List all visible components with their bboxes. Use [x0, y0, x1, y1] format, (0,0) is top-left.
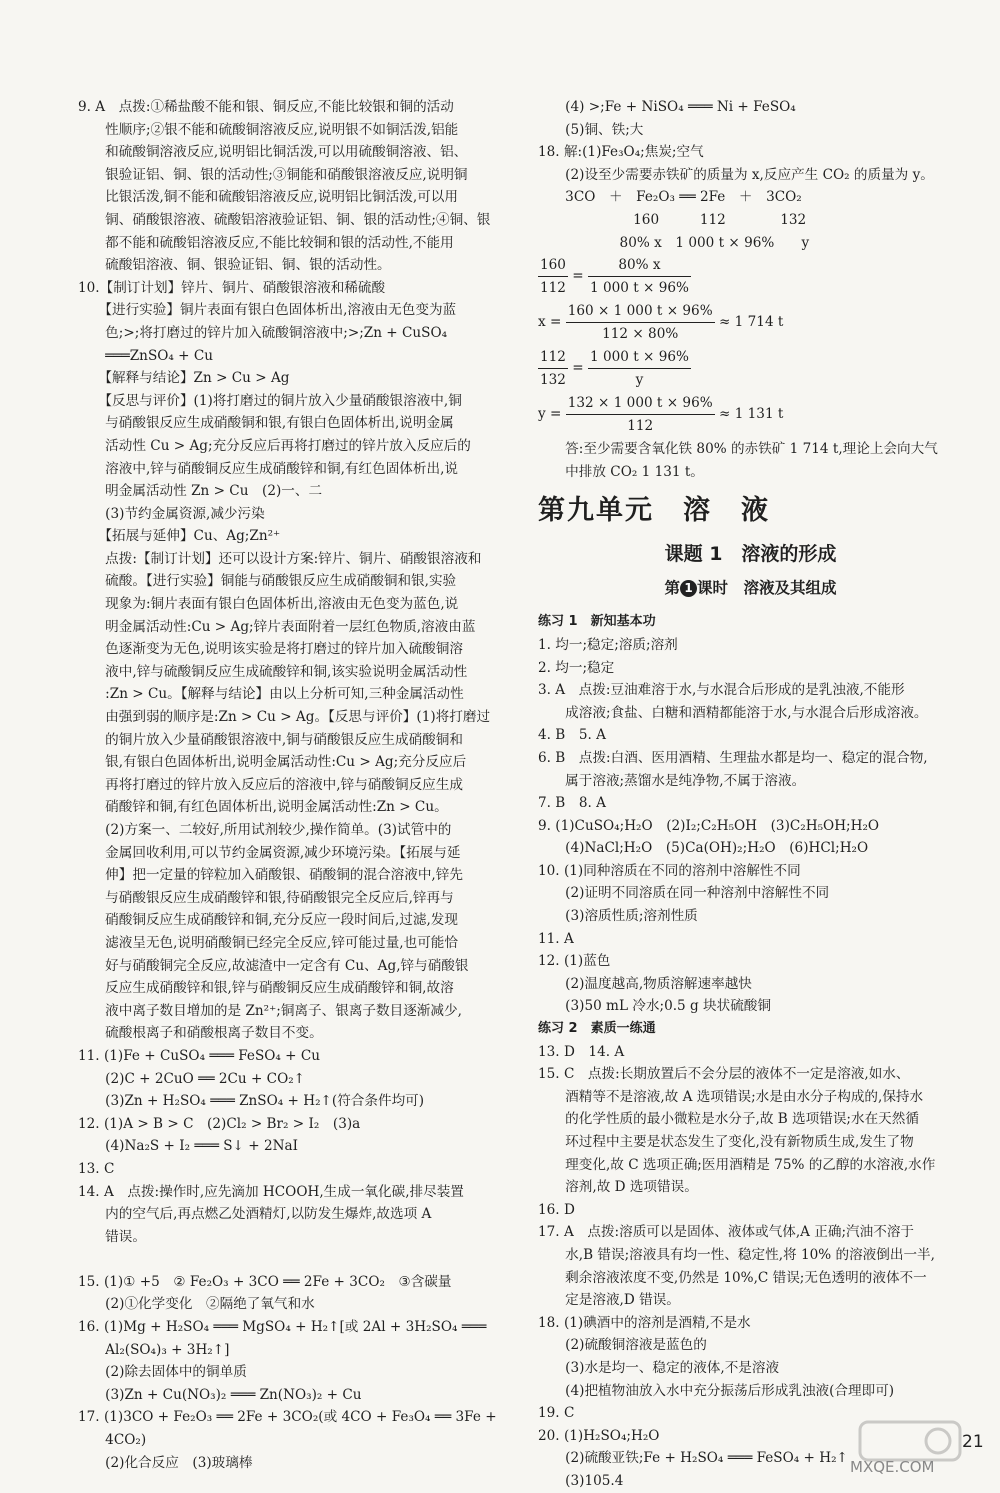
text-line: 溶液中,锌与硝酸铜反应生成硝酸锌和铜,有红色固体析出,说 — [78, 460, 458, 477]
text-line: 伸】把一定量的锌粒加入硝酸银、硝酸铜的混合溶液中,锌先 — [78, 867, 463, 884]
text-line: 的铜片放入少量硝酸银溶液中,铜与硝酸银反应生成硝酸铜和 — [78, 731, 463, 748]
fraction-bar — [566, 322, 715, 323]
text-line: 活动性 Cu > Ag;充分反应后再将打磨过的锌片放入反应后的 — [78, 437, 471, 454]
text-line: 16. (1)Mg + H₂SO₄ ═══ MgSO₄ + H₂↑[或 2Al + 3H₂SO₄ ═══ — [78, 1319, 487, 1336]
left-column — [78, 96, 503, 1474]
text-line: 属于溶液;蒸馏水是纯净物,不属于溶液。 — [538, 772, 806, 789]
text-line: 内的空气后,再点燃乙处酒精灯,以防发生爆炸,故选项 A — [78, 1206, 432, 1223]
text-line: 银,有银白色固体析出,说明金属活动性:Cu > Ag;充分反应后 — [78, 754, 467, 771]
text-line: (2)除去固体中的铜单质 — [78, 1364, 247, 1381]
text-line: 硫酸。【进行实验】铜能与硝酸银反应生成硝酸铜和银,实验 — [78, 573, 457, 590]
text-line: 液中,锌与硫酸铜反应生成硫酸锌和铜,该实验说明金属活动性 — [78, 663, 468, 680]
text-line: 溶剂,故 D 选项错误。 — [538, 1179, 698, 1196]
fraction-part: 112 — [627, 418, 654, 435]
text-line: 3CO ＋ Fe₂O₃ ══ 2Fe ＋ 3CO₂ — [538, 189, 802, 206]
text-line: 硫酸根离子和硝酸根离子数目不变。 — [78, 1025, 323, 1042]
text-line: (2)温度越高,物质溶解速率越快 — [538, 975, 752, 992]
text-line: 银验证铝、铜、银的活动性;③铜能和硝酸银溶液反应,说明铜 — [78, 166, 468, 183]
text-line: 硫酸铝溶液、铜、银验证铝、铜、银的活动性。 — [78, 257, 391, 274]
text-line: 色逐渐变为无色,说明该实验是将打磨过的锌片加入硫酸铜溶 — [78, 641, 463, 658]
text-line: (3)水是均一、稳定的液体,不是溶液 — [538, 1359, 780, 1376]
text-line: 和硫酸铜溶液反应,说明铝比铜活泼,可以用硫酸铜溶液、铝、 — [78, 144, 468, 161]
text-line: 【解释与结论】Zn > Cu > Ag — [78, 370, 290, 387]
fraction-equation — [538, 300, 963, 346]
text-line: 环过程中主要是状态发生了变化,没有新物质生成,发生了物 — [538, 1134, 914, 1150]
period-prefix: 第 — [664, 579, 680, 598]
text-line: 明金属活动性 Zn > Cu (2)一、二 — [78, 483, 323, 500]
fraction-part: 112 × 80% — [602, 326, 679, 343]
text-line: 13. C — [78, 1160, 115, 1177]
text-line: 再将打磨过的锌片放入反应后的溶液中,锌与硝酸铜反应生成 — [78, 776, 463, 793]
text-line: 15. C 点拨:长期放置后不会分层的液体不一定是溶液,如水、 — [538, 1066, 910, 1083]
text-line: (4)Na₂S + I₂ ═══ S↓ + 2NaI — [78, 1138, 299, 1155]
text-line: 18. 解:(1)Fe₃O₄;焦炭;空气 — [538, 144, 704, 161]
text-line: 的化学性质的最小微粒是水分子,故 B 选项错误;水在天然循 — [538, 1111, 919, 1128]
text-line: 滤液呈无色,说明硝酸铜已经完全反应,锌可能过量,也可能恰 — [78, 934, 458, 951]
text-line: 剩余溶液浓度不变,仍然是 10%,C 错误;无色透明的液体不一 — [538, 1269, 927, 1286]
text-line: 18. (1)碘酒中的溶剂是酒精,不是水 — [538, 1314, 751, 1331]
text-line: 点拨:【制订计划】还可以设计方案:锌片、铜片、硝酸银溶液和 — [78, 550, 482, 567]
text-line: (3)溶质性质;溶剂性质 — [538, 908, 698, 925]
text-line: 色;>;将打磨过的锌片加入硫酸铜溶液中;>;Zn + CuSO₄ — [78, 324, 448, 341]
fraction-part: 132 × 1 000 t × 96% — [567, 395, 713, 412]
text-line: 硝酸锌和铜,有红色固体析出,说明金属活动性:Zn > Cu。 — [78, 799, 448, 816]
fraction-part: ≈ 1 714 t — [714, 314, 784, 331]
text-line: 理变化,故 C 选项正确;医用酒精是 75% 的乙醇的水溶液,水作 — [538, 1156, 936, 1173]
watermark-text: MXQE.COM — [850, 1458, 935, 1476]
text-line — [78, 1248, 503, 1271]
text-line: (4)把植物油放入水中充分振荡后形成乳浊液(合理即可) — [538, 1382, 895, 1399]
text-line: 1. 均一;稳定;溶质;溶剂 — [538, 636, 678, 653]
text-line: (3)Zn + H₂SO₄ ═══ ZnSO₄ + H₂↑(符合条件均可) — [78, 1093, 425, 1110]
fraction-bar — [538, 368, 568, 369]
text-line: 4CO₂) — [78, 1432, 147, 1449]
text-line: 7. B 8. A — [538, 795, 606, 812]
calculation-block — [538, 254, 963, 438]
text-line: 10.【制订计划】锌片、铜片、硝酸银溶液和稀硫酸 — [78, 279, 386, 296]
text-line: 金属回收利用,可以节约金属资源,减少环境污染。【拓展与延 — [78, 844, 461, 861]
text-line: 酒精等不是溶液,故 A 选项错误;水是由水分子构成的,保持水 — [538, 1088, 924, 1105]
text-line: 160 112 132 — [538, 211, 807, 228]
text-line: 16. D — [538, 1201, 575, 1218]
period-suffix: 课时 溶液及其组成 — [697, 579, 837, 598]
text-line: 铜、硝酸银溶液、硫酸铝溶液验证铝、铜、银的活动性;④铜、银 — [78, 211, 491, 228]
text-line: 【反思与评价】(1)将打磨过的铜片放入少量硝酸银溶液中,铜 — [78, 392, 462, 409]
text-line: (2)化合反应 (3)玻璃棒 — [78, 1454, 253, 1471]
page-number: 21 — [962, 1432, 984, 1452]
text-line: 硝酸铜反应生成硝酸锌和铜,充分反应一段时间后,过滤,发现 — [78, 912, 458, 929]
text-line: 现象为:铜片表面有银白色固体析出,溶液由无色变为蓝色,说 — [78, 596, 459, 613]
text-line: (3)节约金属资源,减少污染 — [78, 505, 265, 522]
text-line: 9. (1)CuSO₄;H₂O (2)I₂;C₂H₅OH (3)C₂H₅OH;H₂O — [538, 817, 880, 834]
fraction-part: 80% x — [618, 257, 661, 274]
fraction-part: 1 000 t × 96% — [590, 280, 689, 297]
text-line: 13. D 14. A — [538, 1043, 625, 1060]
text-line: ═══ZnSO₄ + Cu — [78, 347, 214, 364]
text-line: 成溶液;食盐、白糖和酒精都能溶于水,与水混合后形成溶液。 — [538, 704, 928, 721]
text-line: 80% x 1 000 t × 96% y — [538, 234, 810, 251]
text-line: 【进行实验】铜片表面有银白色固体析出,溶液由无色变为蓝 — [78, 302, 457, 319]
text-line: (2)①化学变化 ②隔绝了氧气和水 — [78, 1296, 315, 1313]
text-line: 与硝酸银反应生成硝酸锌和银,待硝酸银完全反应后,锌再与 — [78, 889, 454, 906]
text-line: 液中离子数目增加的是 Zn²⁺;铜离子、银离子数目逐渐减少, — [78, 1002, 462, 1019]
text-line: 水,B 错误;溶液具有均一性、稳定性,将 10% 的溶液倒出一半, — [538, 1246, 935, 1263]
fraction-part: 112 — [540, 280, 566, 297]
text-line: (2)设至少需要赤铁矿的质量为 x,反应产生 CO₂ 的质量为 y。 — [538, 166, 934, 183]
text-line: 15. (1)① +5 ② Fe₂O₃ + 3CO ══ 2Fe + 3CO₂ ③含碳量 — [78, 1273, 452, 1290]
fraction-part: x = — [538, 314, 566, 331]
fraction-part: 160 — [540, 257, 566, 274]
fraction-equation — [538, 392, 963, 438]
fraction-part: y — [635, 372, 644, 389]
text-line: Al₂(SO₄)₃ + 3H₂↑] — [78, 1341, 230, 1358]
text-line: 与硝酸银反应生成硝酸铜和银,有银白色固体析出,说明金属 — [78, 415, 454, 432]
fraction-bar — [538, 276, 568, 277]
section-heading-1: 练习 1 新知基本功 — [538, 614, 656, 630]
text-line: (3)50 mL 冷水;0.5 g 块状硫酸铜 — [538, 998, 771, 1015]
right-column — [538, 96, 963, 1493]
unit-title: 第九单元 溶 液 — [538, 495, 770, 527]
fraction-bar — [588, 276, 691, 277]
text-line: 错误。 — [78, 1228, 146, 1245]
text-line: 17. (1)3CO + Fe₂O₃ ══ 2Fe + 3CO₂(或 4CO + Fe₃O₄ ══ 3Fe + — [78, 1409, 497, 1426]
fraction-part: 1 000 t × 96% — [590, 349, 689, 366]
text-line: 比银活泼,铜不能和硫酸铝溶液反应,说明铝比铜活泼,可以用 — [78, 189, 458, 206]
period-title — [538, 571, 963, 605]
text-line: (2)证明不同溶质在同一种溶剂中溶解性不同 — [538, 885, 830, 902]
text-line: 定是溶液,D 错误。 — [538, 1292, 680, 1309]
text-line: 20. (1)H₂SO₄;H₂O — [538, 1427, 660, 1444]
text-line: 答:至少需要含氧化铁 80% 的赤铁矿 1 714 t,理论上会向大气 — [538, 441, 938, 458]
answer-statement — [538, 438, 963, 483]
text-line: 反应生成硝酸锌和银,锌与硝酸铜反应生成硝酸锌和铜,故溶 — [78, 980, 454, 997]
text-line: 中排放 CO₂ 1 131 t。 — [538, 463, 704, 480]
text-line: 6. B 点拨:白酒、医用酒精、生理盐水都是均一、稳定的混合物, — [538, 749, 928, 766]
lesson-title: 课题 1 溶液的形成 — [664, 543, 837, 566]
text-line: 3. A 点拨:豆油难溶于水,与水混合后形成的是乳浊液,不能形 — [538, 682, 905, 699]
text-line: (4) >;Fe + NiSO₄ ═══ Ni + FeSO₄ — [538, 99, 796, 115]
fraction-part: ≈ 1 131 t — [714, 406, 784, 423]
text-line: 11. A — [538, 930, 574, 947]
text-line: (4)NaCl;H₂O (5)Ca(OH)₂;H₂O (6)HCl;H₂O — [538, 840, 869, 857]
text-line: 19. C — [538, 1405, 575, 1422]
fraction-bar — [588, 368, 691, 369]
text-line: (3)105.4 — [538, 1472, 624, 1489]
fraction-part: = — [567, 360, 588, 377]
text-line: 12. (1)A > B > C (2)Cl₂ > Br₂ > I₂ (3)a — [78, 1115, 361, 1132]
fraction-part: 112 — [540, 349, 566, 366]
text-line: 由强到弱的顺序是:Zn > Cu > Ag。【反思与评价】(1)将打磨过 — [78, 709, 491, 726]
text-line: (2)C + 2CuO ══ 2Cu + CO₂↑ — [78, 1070, 306, 1087]
text-line: 2. 均一;稳定 — [538, 659, 615, 676]
text-line: 11. (1)Fe + CuSO₄ ═══ FeSO₄ + Cu — [78, 1047, 321, 1064]
text-line: 【拓展与延伸】Cu、Ag;Zn²⁺ — [78, 528, 281, 545]
text-line: 4. B 5. A — [538, 727, 606, 744]
fraction-bar — [566, 414, 715, 415]
text-line: (3)Zn + Cu(NO₃)₂ ═══ Zn(NO₃)₂ + Cu — [78, 1386, 362, 1403]
text-line: 12. (1)蓝色 — [538, 953, 611, 970]
exercise-1-answers — [538, 634, 963, 1018]
fraction-part: 132 — [540, 372, 566, 389]
section-heading-2: 练习 2 素质一练通 — [538, 1021, 656, 1037]
text-line: (5)铜、铁;大 — [538, 121, 644, 138]
fraction-part: 160 × 1 000 t × 96% — [567, 303, 713, 320]
text-line: :Zn > Cu。【解释与结论】由以上分析可知,三种金属活动性 — [78, 686, 464, 703]
text-line: 10. (1)同种溶质在不同的溶剂中溶解性不同 — [538, 862, 801, 879]
period-number-badge: 1 — [680, 580, 697, 597]
text-line: (2)硫酸亚铁;Fe + H₂SO₄ ═══ FeSO₄ + H₂↑ — [538, 1450, 848, 1467]
text-line: 性顺序;②银不能和硫酸铜溶液反应,说明银不如铜活泼,铝能 — [78, 121, 459, 138]
fraction-equation — [538, 254, 963, 300]
answer-18-block — [538, 96, 963, 254]
text-line: (2)硫酸铜溶液是蓝色的 — [538, 1337, 707, 1354]
text-line: (2)方案一、二较好,所用试剂较少,操作简单。(3)试管中的 — [78, 822, 452, 838]
text-line: 好与硝酸铜完全反应,故滤渣中一定含有 Cu、Ag,锌与硝酸银 — [78, 957, 469, 974]
text-line: 17. A 点拨:溶质可以是固体、液体或气体,A 正确;汽油不溶于 — [538, 1224, 915, 1241]
fraction-equation — [538, 346, 963, 392]
text-line: 都不能和硫酸铝溶液反应,不能比较铜和银的活动性,不能用 — [78, 234, 454, 251]
text-line: 14. A 点拨:操作时,应先滴加 HCOOH,生成一氧化碳,排尽装置 — [78, 1183, 464, 1200]
text-line: 明金属活动性:Cu > Ag;锌片表面附着一层红色物质,溶液由蓝 — [78, 618, 476, 635]
fraction-part: = — [567, 268, 588, 285]
fraction-part: y = — [538, 406, 566, 423]
text-line: 9. A 点拨:①稀盐酸不能和银、铜反应,不能比较银和铜的活动 — [78, 99, 454, 115]
